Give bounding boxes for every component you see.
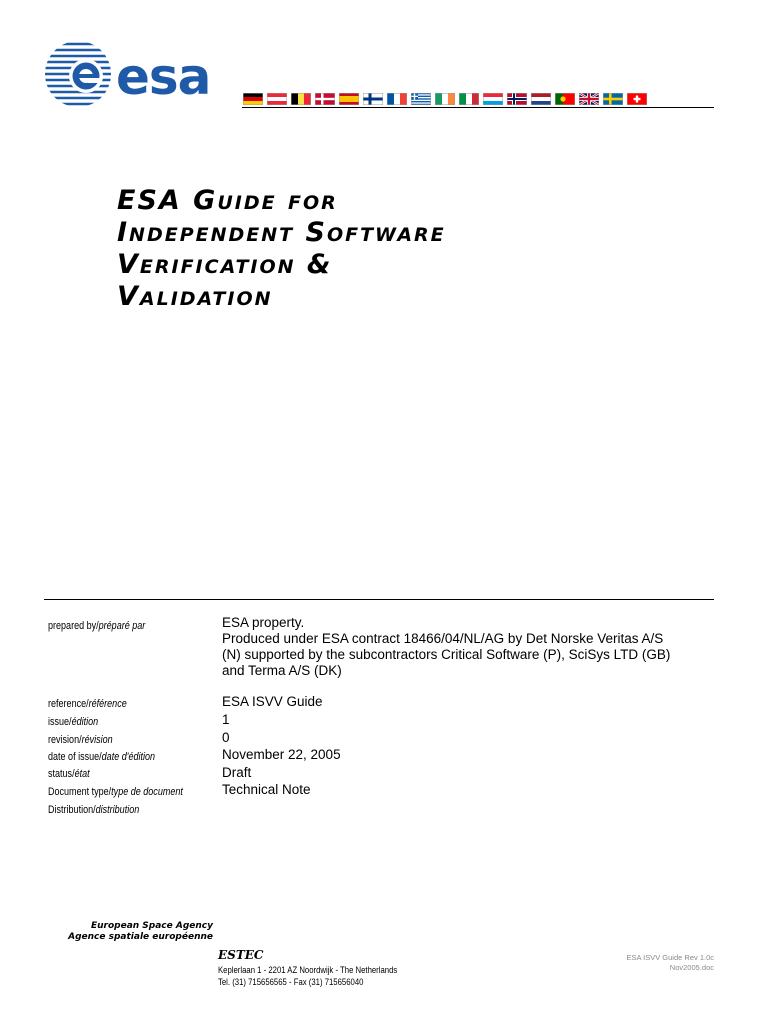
flag-germany-icon [243, 93, 263, 105]
file-name: Nov2005.doc [669, 963, 714, 972]
title-line: Verification & [117, 249, 333, 280]
flag-italy-icon [459, 93, 479, 105]
issue-label: issue/édition [48, 716, 99, 728]
document-title [117, 185, 737, 313]
distribution-label: Distribution/distribution [48, 804, 140, 816]
esa-logo [42, 38, 242, 110]
agency-name [68, 921, 213, 943]
prepared-by-line: Produced under ESA contract 18466/04/NL/AG by Det Norske Veritas A/S [222, 631, 664, 646]
member-state-flags [243, 93, 647, 105]
file-reference: ESA ISVV Guide Rev 1.0c [626, 953, 714, 962]
date-of-issue-value: November 22, 2005 [222, 747, 341, 762]
revision-value: 0 [222, 730, 230, 745]
agency-name-en: European Space Agency [90, 921, 213, 931]
site-name: ESTEC [218, 948, 264, 962]
flag-united-kingdom-icon [579, 93, 599, 105]
flag-netherlands-icon [531, 93, 551, 105]
reference-label: reference/référence [48, 698, 127, 710]
info-divider [44, 599, 714, 600]
prepared-by-label: prepared by/préparé par [48, 620, 146, 632]
title-line: Independent Software [117, 217, 446, 248]
document-type-label: Document type/type de document [48, 786, 183, 798]
date-of-issue-label: date of issue/date d'édition [48, 751, 156, 763]
agency-name-fr: Agence spatiale européenne [68, 932, 213, 942]
flag-finland-icon [363, 93, 383, 105]
flag-sweden-icon [603, 93, 623, 105]
flag-greece-icon [411, 93, 431, 105]
logo-wordmark: esa [116, 48, 211, 106]
site-address: Keplerlaan 1 - 2201 AZ Noordwijk - The Netherlands [218, 965, 398, 975]
flag-switzerland-icon [627, 93, 647, 105]
prepared-by-line: ESA property. [222, 615, 305, 630]
title-line: Validation [117, 281, 273, 312]
flag-ireland-icon [435, 93, 455, 105]
flag-portugal-icon [555, 93, 575, 105]
revision-label: revision/révision [48, 734, 113, 746]
flag-denmark-icon [315, 93, 335, 105]
globe-icon [42, 41, 114, 107]
flag-austria-icon [267, 93, 287, 105]
flag-norway-icon [507, 93, 527, 105]
document-type-value: Technical Note [222, 782, 311, 797]
title-line: ESA Guide for [117, 185, 338, 216]
prepared-by-line: (N) supported by the subcontractors Critical Software (P), SciSys LTD (GB) [222, 647, 671, 662]
flag-france-icon [387, 93, 407, 105]
prepared-by-line: and Terma A/S (DK) [222, 663, 342, 678]
reference-value: ESA ISVV Guide [222, 694, 323, 709]
flag-belgium-icon [291, 93, 311, 105]
header-divider [242, 107, 714, 108]
issue-value: 1 [222, 712, 230, 727]
status-label: status/état [48, 768, 90, 780]
flag-spain-icon [339, 93, 359, 105]
flag-luxembourg-icon [483, 93, 503, 105]
status-value: Draft [222, 765, 252, 780]
site-phone-fax: Tel. (31) 715656565 - Fax (31) 715656040 [218, 977, 364, 987]
